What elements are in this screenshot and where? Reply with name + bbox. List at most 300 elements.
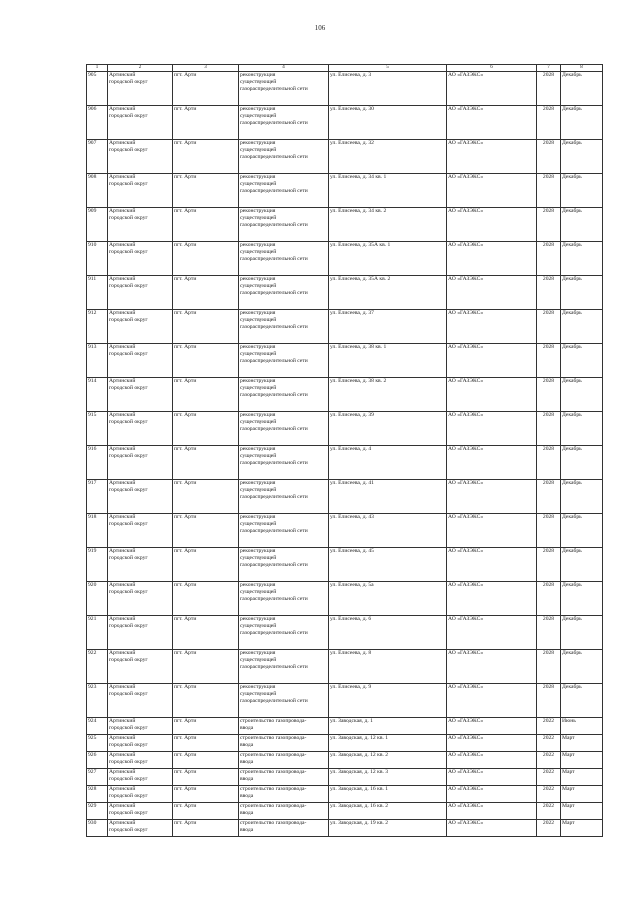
month-cell	[561, 718, 603, 735]
month: Декабрь	[562, 582, 582, 588]
organization: АО «ГАЗЭКС»	[448, 514, 484, 520]
month-cell	[561, 786, 603, 803]
year: 2028	[542, 208, 555, 214]
year-cell	[537, 769, 561, 786]
month: Март	[562, 752, 575, 758]
work-type-line: реконструкция	[240, 174, 276, 180]
district-line: городской округ	[109, 776, 148, 783]
organization-cell	[447, 718, 537, 735]
table-row	[87, 276, 603, 310]
column-header: 3	[173, 65, 239, 72]
district-line: городской округ	[109, 623, 148, 630]
work-type-cell	[239, 242, 329, 276]
work-type-line: реконструкция	[240, 582, 276, 588]
row-number: 929	[88, 803, 97, 809]
month: Март	[562, 769, 575, 775]
address: ул. Елисеева, д. 37	[330, 310, 374, 316]
work-type-line: газораспределительной сети	[240, 494, 308, 501]
month: Декабрь	[562, 446, 582, 452]
row-number-cell	[87, 140, 108, 174]
work-type-line: строительство газопровода-	[240, 786, 307, 792]
table-row	[87, 480, 603, 514]
table-row	[87, 378, 603, 412]
work-type-line: существующей	[240, 351, 277, 358]
district-cell	[108, 548, 173, 582]
locality: пгт. Арти	[174, 684, 197, 690]
year-cell	[537, 446, 561, 480]
month-cell	[561, 735, 603, 752]
work-type-cell	[239, 378, 329, 412]
address-cell	[329, 769, 447, 786]
work-type-cell	[239, 276, 329, 310]
locality-cell	[173, 412, 239, 446]
month-cell	[561, 276, 603, 310]
row-number: 915	[88, 412, 97, 418]
locality: пгт. Арти	[174, 446, 197, 452]
locality-cell	[173, 276, 239, 310]
work-type-cell	[239, 616, 329, 650]
district-cell	[108, 786, 173, 803]
month-cell	[561, 650, 603, 684]
year-cell	[537, 803, 561, 820]
district-cell	[108, 140, 173, 174]
row-number-cell	[87, 446, 108, 480]
organization: АО «ГАЗЭКС»	[448, 752, 484, 758]
address: ул. Елисеева, д. 30	[330, 106, 374, 112]
address-cell	[329, 378, 447, 412]
work-type-line: существующей	[240, 283, 277, 290]
work-type-line: строительство газопровода-	[240, 803, 307, 809]
work-type-line: существующей	[240, 555, 277, 562]
table-row	[87, 548, 603, 582]
table-row	[87, 446, 603, 480]
district-line: городской округ	[109, 385, 148, 392]
work-type-line: существующей	[240, 657, 277, 664]
district-line: городской округ	[109, 742, 148, 749]
year: 2028	[542, 174, 555, 180]
row-number: 908	[88, 174, 97, 180]
district-line: Артинский	[109, 208, 136, 214]
year: 2028	[542, 378, 555, 384]
organization-cell	[447, 446, 537, 480]
district-cell	[108, 310, 173, 344]
address: ул. Елисеева, д. 32	[330, 140, 374, 146]
work-type-line: существующей	[240, 181, 277, 188]
district-cell	[108, 412, 173, 446]
month-cell	[561, 378, 603, 412]
row-number: 919	[88, 548, 97, 554]
district-cell	[108, 514, 173, 548]
locality-cell	[173, 718, 239, 735]
organization-cell	[447, 276, 537, 310]
work-type-line: реконструкция	[240, 242, 276, 248]
address-cell	[329, 684, 447, 718]
organization: АО «ГАЗЭКС»	[448, 769, 484, 775]
organization: АО «ГАЗЭКС»	[448, 446, 484, 452]
district-cell	[108, 276, 173, 310]
district-line: Артинский	[109, 106, 136, 112]
row-number-cell	[87, 310, 108, 344]
month-cell	[561, 412, 603, 446]
row-number: 921	[88, 616, 97, 622]
row-number-cell	[87, 242, 108, 276]
district-line: городской округ	[109, 657, 148, 664]
organization-cell	[447, 174, 537, 208]
year: 2022	[542, 803, 555, 809]
locality: пгт. Арти	[174, 820, 197, 826]
work-type-line: существующей	[240, 623, 277, 630]
column-header: 7	[537, 65, 561, 72]
locality-cell	[173, 378, 239, 412]
locality: пгт. Арти	[174, 582, 197, 588]
month-cell	[561, 548, 603, 582]
work-type-line: газораспределительной сети	[240, 664, 308, 671]
row-number-cell	[87, 276, 108, 310]
district-line: Артинский	[109, 242, 136, 248]
row-number-cell	[87, 174, 108, 208]
work-type-cell	[239, 412, 329, 446]
work-type-cell	[239, 344, 329, 378]
district-line: Артинский	[109, 174, 136, 180]
district-cell	[108, 718, 173, 735]
work-type-line: реконструкция	[240, 276, 276, 282]
district-line: городской округ	[109, 827, 148, 834]
locality: пгт. Арти	[174, 769, 197, 775]
work-type-cell	[239, 140, 329, 174]
month-cell	[561, 582, 603, 616]
work-type-cell	[239, 718, 329, 735]
work-type-line: реконструкция	[240, 548, 276, 554]
locality: пгт. Арти	[174, 786, 197, 792]
work-type-line: строительство газопровода-	[240, 820, 307, 826]
locality-cell	[173, 820, 239, 837]
address: ул. Елисеева, д. 38 кв. 1	[330, 344, 387, 350]
table-body	[87, 65, 603, 837]
district-line: городской округ	[109, 759, 148, 766]
organization-cell	[447, 684, 537, 718]
year-cell	[537, 752, 561, 769]
month-cell	[561, 769, 603, 786]
district-line: Артинский	[109, 820, 136, 826]
locality-cell	[173, 752, 239, 769]
work-type-line: ввода	[240, 810, 254, 817]
organization-cell	[447, 242, 537, 276]
work-type-line: газораспределительной сети	[240, 256, 308, 263]
district-line: Артинский	[109, 616, 136, 622]
locality-cell	[173, 446, 239, 480]
row-number: 911	[88, 276, 97, 282]
table-row	[87, 72, 603, 106]
district-cell	[108, 378, 173, 412]
month-cell	[561, 310, 603, 344]
row-number: 922	[88, 650, 97, 656]
row-number-cell	[87, 548, 108, 582]
locality: пгт. Арти	[174, 72, 197, 78]
locality-cell	[173, 803, 239, 820]
district-line: городской округ	[109, 691, 148, 698]
row-number: 925	[88, 735, 97, 741]
organization-cell	[447, 344, 537, 378]
year-cell	[537, 514, 561, 548]
year-cell	[537, 310, 561, 344]
organization: АО «ГАЗЭКС»	[448, 548, 484, 554]
row-number: 914	[88, 378, 97, 384]
organization-cell	[447, 480, 537, 514]
district-cell	[108, 174, 173, 208]
locality: пгт. Арти	[174, 276, 197, 282]
row-number-cell	[87, 786, 108, 803]
work-type-line: газораспределительной сети	[240, 324, 308, 331]
organization-cell	[447, 735, 537, 752]
address-cell	[329, 718, 447, 735]
year: 2028	[542, 446, 555, 452]
year-cell	[537, 242, 561, 276]
work-type-line: газораспределительной сети	[240, 86, 308, 93]
work-type-line: ввода	[240, 725, 254, 732]
year: 2022	[542, 769, 555, 775]
address-cell	[329, 174, 447, 208]
row-number-cell	[87, 820, 108, 837]
table-row	[87, 174, 603, 208]
work-type-cell	[239, 548, 329, 582]
year: 2028	[542, 72, 555, 78]
address: ул. Елисеева, д. 34 кв. 1	[330, 174, 387, 180]
table-row	[87, 684, 603, 718]
work-type-line: реконструкция	[240, 106, 276, 112]
district-cell	[108, 803, 173, 820]
district-line: городской округ	[109, 555, 148, 562]
organization: АО «ГАЗЭКС»	[448, 480, 484, 486]
work-type-line: реконструкция	[240, 616, 276, 622]
organization: АО «ГАЗЭКС»	[448, 582, 484, 588]
organization-cell	[447, 140, 537, 174]
work-type-cell	[239, 208, 329, 242]
work-type-line: строительство газопровода-	[240, 752, 307, 758]
year: 2028	[542, 616, 555, 622]
work-type-line: реконструкция	[240, 412, 276, 418]
month-cell	[561, 208, 603, 242]
district-line: Артинский	[109, 344, 136, 350]
address-cell	[329, 276, 447, 310]
table-row	[87, 514, 603, 548]
month: Декабрь	[562, 548, 582, 554]
district-line: Артинский	[109, 72, 136, 78]
row-number-cell	[87, 514, 108, 548]
locality: пгт. Арти	[174, 344, 197, 350]
gasification-schedule-table	[86, 64, 603, 837]
address: ул. Елисеева, д. 3	[330, 72, 372, 78]
month-cell	[561, 446, 603, 480]
district-line: Артинский	[109, 446, 136, 452]
work-type-cell	[239, 72, 329, 106]
district-cell	[108, 72, 173, 106]
year: 2022	[542, 718, 555, 724]
locality-cell	[173, 140, 239, 174]
locality: пгт. Арти	[174, 378, 197, 384]
organization: АО «ГАЗЭКС»	[448, 174, 484, 180]
address: ул. Елисеева, д. 9	[330, 684, 372, 690]
district-line: городской округ	[109, 487, 148, 494]
work-type-cell	[239, 106, 329, 140]
month-cell	[561, 752, 603, 769]
district-line: городской округ	[109, 249, 148, 256]
table-row	[87, 803, 603, 820]
district-line: Артинский	[109, 514, 136, 520]
address: ул. Елисеева, д. 34 кв. 2	[330, 208, 387, 214]
district-line: городской округ	[109, 283, 148, 290]
work-type-line: газораспределительной сети	[240, 630, 308, 637]
district-line: городской округ	[109, 521, 148, 528]
district-line: городской округ	[109, 725, 148, 732]
work-type-line: существующей	[240, 113, 277, 120]
address: ул. Елисеева, д. 41	[330, 480, 374, 486]
district-line: Артинский	[109, 684, 136, 690]
row-number: 905	[88, 72, 97, 78]
row-number: 930	[88, 820, 97, 826]
work-type-line: существующей	[240, 249, 277, 256]
work-type-line: газораспределительной сети	[240, 698, 308, 705]
district-line: Артинский	[109, 752, 136, 758]
work-type-line: существующей	[240, 147, 277, 154]
district-line: Артинский	[109, 276, 136, 282]
address: ул. Елисеева, д. 38 кв. 2	[330, 378, 387, 384]
locality: пгт. Арти	[174, 616, 197, 622]
table-row	[87, 735, 603, 752]
work-type-line: существующей	[240, 419, 277, 426]
month: Декабрь	[562, 616, 582, 622]
row-number: 928	[88, 786, 97, 792]
district-cell	[108, 582, 173, 616]
district-line: городской округ	[109, 113, 148, 120]
district-cell	[108, 242, 173, 276]
work-type-line: газораспределительной сети	[240, 596, 308, 603]
row-number-cell	[87, 684, 108, 718]
locality: пгт. Арти	[174, 174, 197, 180]
organization-cell	[447, 786, 537, 803]
district-line: городской округ	[109, 181, 148, 188]
work-type-line: реконструкция	[240, 208, 276, 214]
address: ул. Елисеева, д. 35А кв. 2	[330, 276, 391, 282]
address-cell	[329, 548, 447, 582]
organization: АО «ГАЗЭКС»	[448, 650, 484, 656]
column-header: 1	[87, 65, 108, 72]
district-line: городской округ	[109, 79, 148, 86]
month: Март	[562, 803, 575, 809]
year-cell	[537, 548, 561, 582]
work-type-line: газораспределительной сети	[240, 358, 308, 365]
year: 2022	[542, 820, 555, 826]
year: 2022	[542, 752, 555, 758]
work-type-line: газораспределительной сети	[240, 426, 308, 433]
row-number-cell	[87, 718, 108, 735]
year-cell	[537, 735, 561, 752]
organization: АО «ГАЗЭКС»	[448, 106, 484, 112]
row-number-cell	[87, 752, 108, 769]
year-cell	[537, 650, 561, 684]
work-type-line: существующей	[240, 521, 277, 528]
work-type-line: реконструкция	[240, 684, 276, 690]
locality-cell	[173, 106, 239, 140]
address-cell	[329, 72, 447, 106]
address-cell	[329, 208, 447, 242]
work-type-line: газораспределительной сети	[240, 222, 308, 229]
locality-cell	[173, 174, 239, 208]
year-cell	[537, 378, 561, 412]
row-number: 910	[88, 242, 97, 248]
locality-cell	[173, 310, 239, 344]
district-cell	[108, 684, 173, 718]
page-number: 106	[314, 24, 326, 32]
row-number: 923	[88, 684, 97, 690]
column-number-row	[87, 65, 603, 72]
address-cell	[329, 480, 447, 514]
table-row	[87, 106, 603, 140]
work-type-line: существующей	[240, 215, 277, 222]
year: 2028	[542, 344, 555, 350]
locality: пгт. Арти	[174, 548, 197, 554]
year: 2028	[542, 650, 555, 656]
row-number-cell	[87, 378, 108, 412]
address-cell	[329, 616, 447, 650]
month: Июнь	[562, 718, 576, 724]
locality-cell	[173, 735, 239, 752]
year-cell	[537, 344, 561, 378]
month-cell	[561, 820, 603, 837]
row-number-cell	[87, 650, 108, 684]
address: ул. Заводская, д. 1	[330, 718, 373, 724]
locality-cell	[173, 344, 239, 378]
table-row	[87, 344, 603, 378]
table-row	[87, 616, 603, 650]
district-cell	[108, 446, 173, 480]
address: ул. Елисеева, д. 6	[330, 616, 372, 622]
district-line: Артинский	[109, 310, 136, 316]
address-cell	[329, 803, 447, 820]
organization: АО «ГАЗЭКС»	[448, 803, 484, 809]
district-line: Артинский	[109, 548, 136, 554]
work-type-line: реконструкция	[240, 446, 276, 452]
row-number: 912	[88, 310, 97, 316]
work-type-line: ввода	[240, 793, 254, 800]
locality: пгт. Арти	[174, 752, 197, 758]
address: ул. Заводская, д. 16 кв. 2	[330, 803, 389, 809]
work-type-line: реконструкция	[240, 72, 276, 78]
address-cell	[329, 106, 447, 140]
locality: пгт. Арти	[174, 735, 197, 741]
organization: АО «ГАЗЭКС»	[448, 718, 484, 724]
month-cell	[561, 514, 603, 548]
organization-cell	[447, 412, 537, 446]
month-cell	[561, 480, 603, 514]
row-number-cell	[87, 412, 108, 446]
table-row	[87, 769, 603, 786]
row-number: 924	[88, 718, 97, 724]
year: 2028	[542, 276, 555, 282]
month: Декабрь	[562, 684, 582, 690]
district-cell	[108, 752, 173, 769]
work-type-cell	[239, 820, 329, 837]
organization: АО «ГАЗЭКС»	[448, 412, 484, 418]
month: Декабрь	[562, 106, 582, 112]
locality: пгт. Арти	[174, 310, 197, 316]
year-cell	[537, 174, 561, 208]
column-header: 6	[447, 65, 537, 72]
year-cell	[537, 106, 561, 140]
district-line: Артинский	[109, 769, 136, 775]
district-line: Артинский	[109, 412, 136, 418]
work-type-line: реконструкция	[240, 310, 276, 316]
month: Декабрь	[562, 480, 582, 486]
